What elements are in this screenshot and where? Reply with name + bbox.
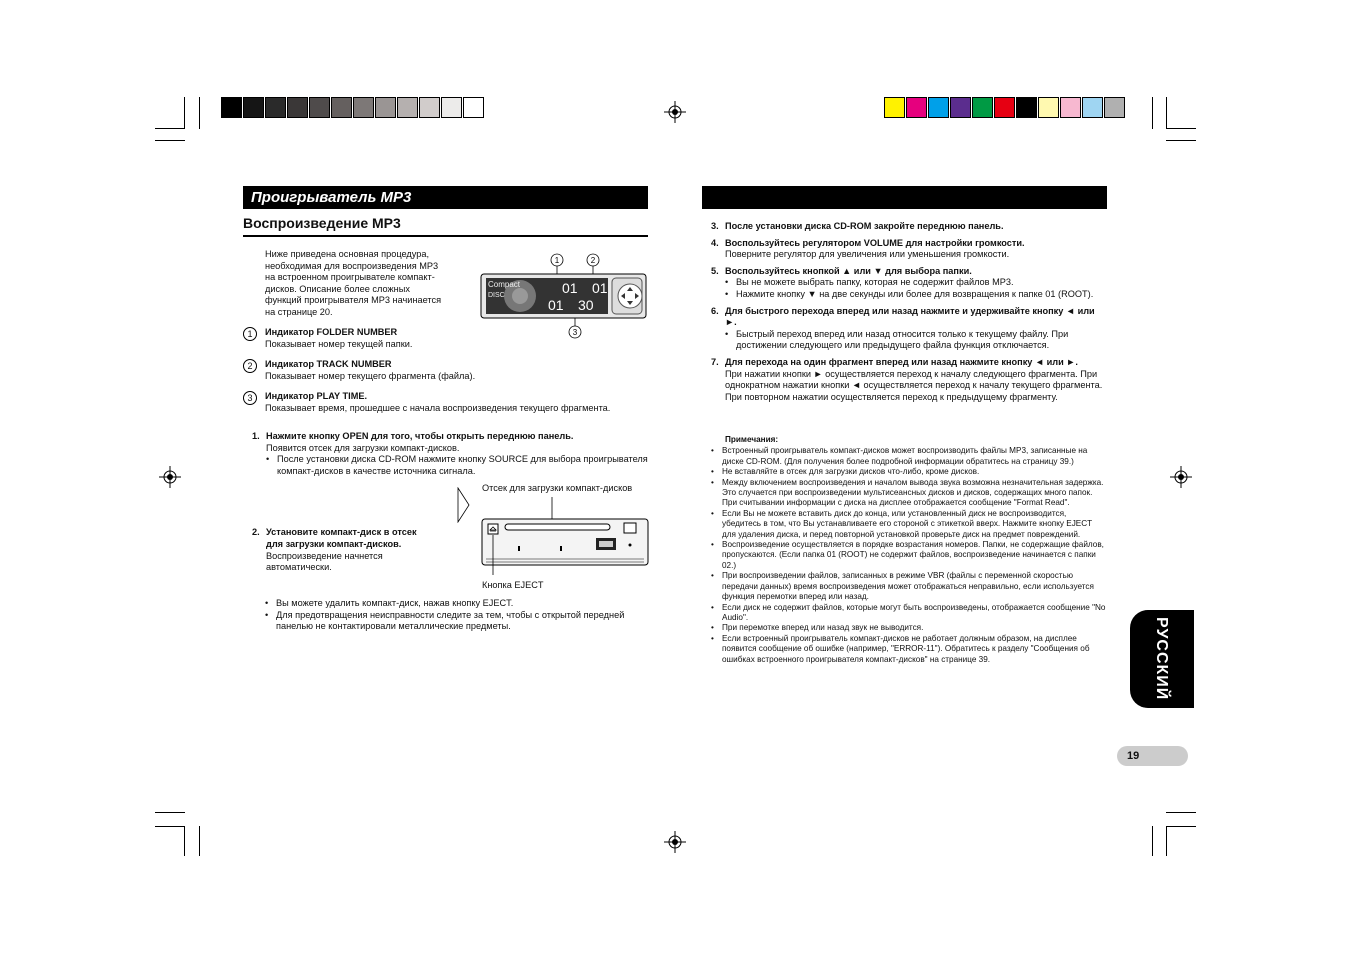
section-title: Проигрыватель MP3 (251, 189, 412, 206)
note-2: • Не вставляйте в отсек для загрузки дисков что-либо, кроме дисков. (711, 467, 1107, 477)
color-swatch (1082, 97, 1103, 118)
step-6-bullet-1: • Быстрый переход вперед или назад относится только к текущему файлу. При достижении следующего или предыдущего файла функция отключается. (725, 329, 1107, 352)
gray-swatch (309, 97, 330, 118)
color-swatch (1016, 97, 1037, 118)
step-5-title: Воспользуйтесь кнопкой ▲ или ▼ для выбора папки. (725, 265, 972, 276)
color-swatch (906, 97, 927, 118)
color-swatch (1038, 97, 1059, 118)
figure-label-eject: Кнопка EJECT (482, 580, 544, 590)
registration-mark-right (1170, 466, 1192, 488)
step-4-number: 4. (711, 237, 719, 248)
step-5 (711, 266, 1107, 301)
gray-swatch (353, 97, 374, 118)
color-swatch (928, 97, 949, 118)
step-5-bullet-1: • Вы не можете выбрать папку, которая не содержит файлов MP3. (725, 277, 1107, 289)
gray-swatch (419, 97, 440, 118)
svg-text:1: 1 (554, 256, 560, 265)
figure-label-slot: Отсек для загрузки компакт-дисков (482, 483, 633, 493)
step-2-text: Воспроизведение начнется автоматически. (266, 550, 383, 573)
note-6: • При воспроизведении файлов, записанных в режиме VBR (файлы с переменной скоростью передачи данных) время воспроизведения может отображаться неправильно, если используется функция перемотки вперед или назад. (711, 571, 1107, 602)
display-compact-logo: Compact (488, 280, 521, 289)
notes-section (722, 435, 1107, 665)
step-7-title: Для перехода на один фрагмент вперед или назад нажмите кнопку ◄ или ►. (725, 356, 1078, 367)
display-disc-logo: DISC (488, 292, 505, 299)
display-minutes: 01 (548, 297, 564, 313)
page-heading: Воспроизведение MP3 (243, 215, 401, 231)
note-9: • Если встроенный проигрыватель компакт-дисков не работает должным образом, на дисплее появится сообщение об ошибке (например, "ERROR-11"). Обратитесь к разделу "Сообщения об ошибках встроенного проигрывателя компакт-дисков" на странице 39. (711, 634, 1107, 665)
gray-swatch (287, 97, 308, 118)
color-swatch (1060, 97, 1081, 118)
indicator-playtime (265, 391, 645, 414)
color-swatch (1104, 97, 1125, 118)
page-number: 19 (1117, 746, 1188, 766)
indicator-3-marker: 3 (243, 391, 257, 405)
note-1: • Встроенный проигрыватель компакт-дисков может воспроизводить файлы MP3, записанные на диске CD-ROM. (Для получения более подробной информации обратитесь на страницу 39.) (711, 446, 1107, 467)
color-swatch (884, 97, 905, 118)
step-1-title: Нажмите кнопку OPEN для того, чтобы открыть переднюю панель. (266, 431, 574, 441)
step-4 (711, 238, 1107, 261)
intro-text: Ниже приведена основная процедура, необходимая для воспроизведения MP3 на встроенном проигрывателе компакт-дисков. Описание более сложных функций проигрывателя MP3 начинается на странице 20. (265, 249, 442, 317)
indicator-folder (265, 327, 645, 350)
indicator-playtime-title: Индикатор PLAY TIME. (265, 391, 368, 401)
left-bullet-1: • Вы можете удалить компакт-диск, нажав кнопку EJECT. (265, 598, 648, 610)
right-steps (711, 221, 1107, 403)
notes-title: Примечания: (725, 435, 779, 444)
step-7-text: При нажатии кнопки ► осуществляется переход к началу следующего фрагмента. При однократном нажатии кнопки ◄ осуществляется переход к началу текущего фрагмента. При повторном нажатии осуществляется переход к предыдущему фрагменту. (725, 368, 1103, 402)
indicator-folder-title: Индикатор FOLDER NUMBER (265, 327, 398, 337)
color-swatch (950, 97, 971, 118)
gray-swatch (375, 97, 396, 118)
svg-text:2: 2 (590, 256, 596, 265)
gray-swatch (397, 97, 418, 118)
indicator-1-marker: 1 (243, 327, 257, 341)
indicator-folder-desc: Показывает номер текущей папки. (265, 338, 413, 349)
indicator-track (265, 359, 645, 382)
language-tab-label: РУССКИЙ (1153, 617, 1170, 701)
step-6 (711, 306, 1107, 352)
chevron-right-icon (457, 487, 471, 523)
right-title-bar (702, 186, 1107, 209)
svg-text:3: 3 (572, 328, 578, 337)
step-5-bullet-2: • Нажмите кнопку ▼ на две секунды или более для возвращения к папке 01 (ROOT). (725, 289, 1107, 301)
step-3 (711, 221, 1107, 233)
left-bullet-2: • Для предотвращения неисправности следите за тем, чтобы с открытой передней панелью не контактировали металлические предметы. (265, 610, 648, 633)
color-swatch (994, 97, 1015, 118)
registration-mark-bottom (664, 831, 686, 853)
step-3-title: После установки диска CD-ROM закройте переднюю панель. (725, 221, 1004, 231)
registration-mark-left (159, 466, 181, 488)
heading-rule (243, 235, 648, 237)
display-folder-number: 01 (562, 280, 578, 296)
gray-swatch (463, 97, 484, 118)
note-4: • Если Вы не можете вставить диск до конца, или установленный диск не воспроизводится, убедитесь в том, что Вы устанавливаете его стороной с этикеткой вверх. Нажмите кнопку EJECT для удаления диска, и перед повторной установкой проверьте диск на предмет повреждений. (711, 509, 1107, 540)
note-5: • Воспроизведение осуществляется в порядке возрастания номеров. Папки, не содержащие файлов, пропускаются. (Если папка 01 (ROOT) не содержит файлов, воспроизведение начинается с папки 02.) (711, 540, 1107, 571)
step-7 (711, 357, 1107, 403)
step-2-number: 2. (252, 527, 260, 538)
step-1-bullet: • После установки диска CD-ROM нажмите кнопку SOURCE для выбора проигрывателя компакт-дисков в качестве источника сигнала. (266, 454, 662, 477)
indicator-track-desc: Показывает номер текущего фрагмента (файла). (265, 370, 476, 381)
step-1-text: Появится отсек для загрузки компакт-дисков. (266, 442, 460, 453)
gray-swatch (243, 97, 264, 118)
cd-slot-figure (480, 493, 652, 575)
step-2 (252, 527, 434, 573)
step-6-number: 6. (711, 305, 719, 316)
section-title-bar (243, 186, 648, 209)
step-1-number: 1. (252, 431, 260, 441)
display-track-number: 01 (592, 280, 608, 296)
note-8: • При перемотке вперед или назад звук не выводится. (711, 623, 1107, 633)
registration-mark-top (664, 101, 686, 123)
color-swatch (972, 97, 993, 118)
step-3-number: 3. (711, 221, 719, 231)
indicator-2-marker: 2 (243, 359, 257, 373)
gray-swatch (331, 97, 352, 118)
left-bullets (265, 598, 648, 633)
note-7: • Если диск не содержит файлов, которые могут быть воспроизведены, отображается сообщение "No Audio". (711, 603, 1107, 624)
step-7-number: 7. (711, 356, 719, 367)
gray-swatch (265, 97, 286, 118)
step-2-title: Установите компакт-диск в отсек для загрузки компакт-дисков. (266, 527, 417, 549)
indicator-playtime-desc: Показывает время, прошедшее с начала воспроизведения текущего фрагмента. (265, 402, 611, 413)
step-6-title: Для быстрого перехода вперед или назад нажмите и удерживайте кнопку ◄ или ►. (725, 305, 1095, 328)
step-4-text: Поверните регулятор для увеличения или уменьшения громкости. (725, 249, 1010, 260)
gray-swatch (441, 97, 462, 118)
step-4-title: Воспользуйтесь регулятором VOLUME для настройки громкости. (725, 237, 1025, 248)
step-1 (252, 431, 662, 477)
note-3: • Между включением воспроизведения и началом вывода звука возможна незначительная задержка. Это случается при воспроизведении мультисеансных дисков и дисков, содержащих много папок. При считывании информации с диска на дисплее отображается сообщение "Format Read". (711, 478, 1107, 509)
indicator-track-title: Индикатор TRACK NUMBER (265, 359, 392, 369)
step-5-number: 5. (711, 265, 719, 276)
gray-swatch (221, 97, 242, 118)
display-seconds: 30 (578, 297, 594, 313)
